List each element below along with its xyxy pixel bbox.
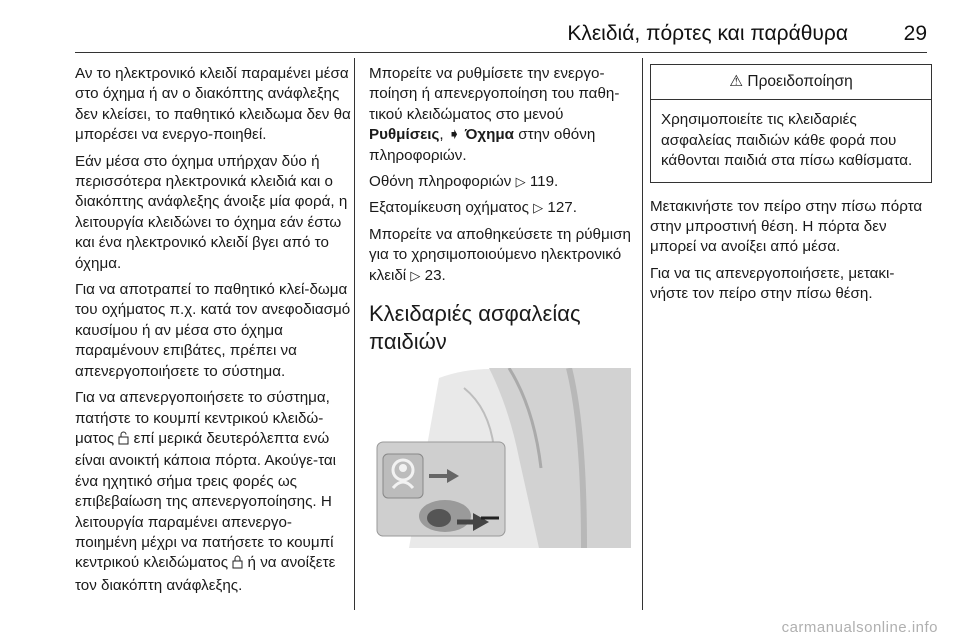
paragraph-text: Για να απενεργοποιήσετε το σύστημα, πατήστε το κουμπί κεντρικού κλειδώ-ματος (75, 389, 330, 447)
cross-reference-icon: ▷ (515, 174, 526, 190)
unlock-icon (118, 431, 129, 451)
warning-title: Προειδοποίηση (747, 73, 853, 90)
paragraph-text: ή να ανοίξετε τον διακόπτη ανάφλεξης. (75, 554, 336, 594)
paragraph (369, 198, 637, 218)
page-number: 29 (903, 22, 927, 45)
cross-reference-page: 127. (547, 199, 577, 217)
menu-settings-label: Ρυθμίσεις (369, 126, 440, 144)
child-lock-illustration (369, 368, 631, 548)
column-1 (75, 64, 351, 602)
menu-arrow-icon: ➧ (447, 126, 461, 144)
paragraph: Μετακινήστε τον πείρο στην πίσω πόρτα στην μπροστινή θέση. Η πόρτα δεν μπορεί να ανοίξει από μέσα. (650, 197, 923, 256)
warning-icon: ⚠ (729, 73, 744, 90)
cross-reference-page: 23. (424, 266, 446, 284)
page-header-title: Κλειδιά, πόρτες και παράθυρα (567, 22, 848, 45)
menu-vehicle-label: Όχημα (464, 126, 515, 144)
footer-watermark: carmanualsonline.info (781, 619, 938, 636)
paragraph (369, 225, 637, 286)
paragraph (75, 388, 351, 596)
cross-reference-icon: ▷ (533, 200, 544, 216)
paragraph: Για να τις απενεργοποιήσετε, μετακι-νήστε τον πείρο στην πίσω θέση. (650, 264, 895, 303)
paragraph-text: Εξατομίκευση οχήματος (369, 199, 529, 217)
paragraph-text: επί μερικά δευτερόλεπτα ενώ είναι ανοικτή κάποια πόρτα. Ακούγε-ται ένα ηχητικό σήμα τρεις φορές ως επιβεβαίωση της απενεργοποίησης. Η λειτουργία παραμένει απενεργο-ποιημένη μέχρι να πατήσετε το κουμπί κεντρικού κλειδώματος (75, 429, 337, 572)
paragraph: Μπορείτε να ρυθμίσετε την ενεργο-ποίηση ή απενεργοποίηση του παθη-τικού κλειδώματος στο μενού Ρυθμίσεις, ➧ Όχημα στην οθόνη πληροφοριών. (369, 65, 620, 164)
paragraph-text: Οθόνη πληροφοριών (369, 173, 512, 191)
paragraph-text: στην οθόνη πληροφοριών. (369, 126, 596, 164)
column-divider-2 (642, 58, 643, 610)
paragraph: Εάν μέσα στο όχημα υπήρχαν δύο ή περισσότερα ηλεκτρονικά κλειδιά και ο διακόπτης ανάφλεξης άνοιξε μία φορά, η λειτουργία κλειδώνει το όχημα εάν έστω και ένα ηλεκτρονικό κλειδί βγει από το όχημα. (75, 152, 348, 272)
header-rule (75, 52, 927, 53)
section-title: Κλειδαριές ασφαλείας παιδιών (369, 301, 581, 355)
paragraph: Για να αποτραπεί το παθητικό κλεί-δωμα του οχήματος π.χ. κατά τον ανεφοδιασμό καυσίμου ή αν μέσα στο όχημα παραμένουν επιβάτες, πρέπει να απενεργοποιήσετε το σύστημα. (75, 281, 351, 380)
paragraph: Αν το ηλεκτρονικό κλειδί παραμένει μέσα στο όχημα ή αν ο διακόπτης ανάφλεξης δεν κλείσει, το παθητικό κλειδωμα δεν θα μπορέσει να ενεργο-ποιηθεί. (75, 65, 351, 144)
paragraph-text: Μπορείτε να ρυθμίσετε την ενεργο-ποίηση ή απενεργοποίηση του παθη-τικού κλειδώματος στο μενού (369, 65, 620, 123)
paragraph-text: Μπορείτε να αποθηκεύσετε τη ρύθμιση για το χρησιμοποιούμενο ηλεκτρονικό κλειδί (369, 225, 631, 284)
cross-reference-icon: ▷ (410, 267, 421, 283)
column-divider-1 (354, 58, 355, 610)
cross-reference-page: 119. (529, 173, 559, 191)
warning-text: Χρησιμοποιείτε τις κλειδαριές ασφαλείας παιδιών κάθε φορά που κάθονται παιδιά στα πίσω καθίσματα. (661, 111, 913, 170)
lock-icon (232, 555, 243, 575)
warning-header (651, 65, 931, 100)
column-2 (369, 64, 637, 548)
column-3 (650, 64, 932, 311)
paragraph (369, 172, 637, 192)
warning-box (650, 64, 932, 183)
